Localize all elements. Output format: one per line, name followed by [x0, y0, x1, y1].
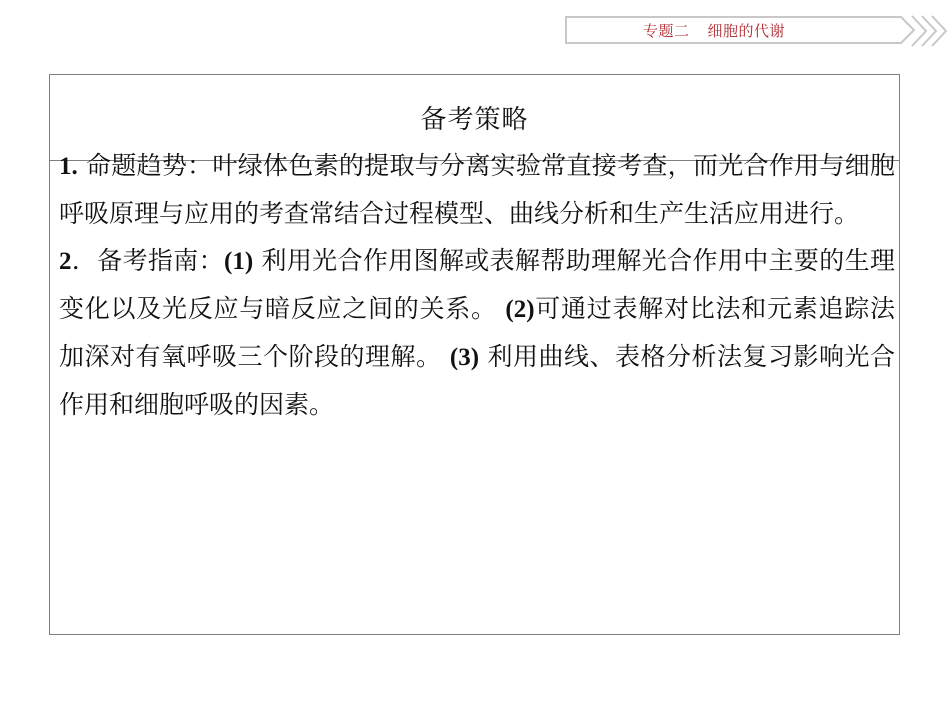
header-topic: 专题二: [643, 22, 690, 40]
item-1-label: 命题趋势：: [77, 151, 213, 180]
item-2-part-1-number: (1): [224, 248, 254, 275]
header-tab: [565, 16, 915, 44]
item-2-part-2-number: (2): [505, 296, 535, 323]
strategy-item-1: [59, 142, 895, 237]
item-2-part-3-text: 利用曲线、表格分析法复习影响光合作用和细胞呼吸的因素。: [59, 342, 895, 419]
item-2-label: ．备考指南：: [71, 246, 224, 275]
header-title: [643, 20, 785, 42]
item-2-part-1-text: 利用光合作用图解或表解帮助理解光合作用中主要的生理变化以及光反应与暗反应之间的关系。: [59, 246, 895, 323]
header-chapter: 细胞的代谢: [707, 22, 786, 40]
item-2-part-2-text: 可通过表解对比法和元素追踪法加深对有氧呼吸三个阶段的理解。: [59, 294, 895, 371]
item-1-number: 1.: [59, 153, 78, 180]
item-2-number: 2: [59, 248, 72, 275]
panel-body: [59, 142, 895, 428]
panel-title: 备考策略: [50, 75, 899, 161]
chevron-right-icon: [910, 14, 948, 48]
strategy-item-2: [59, 237, 895, 428]
item-2-part-3-number: (3): [449, 344, 480, 371]
item-1-text: 叶绿体色素的提取与分离实验常直接考查，而光合作用与细胞呼吸原理与应用的考查常结合过程模型、曲线分析和生产生活应用进行。: [59, 151, 895, 228]
